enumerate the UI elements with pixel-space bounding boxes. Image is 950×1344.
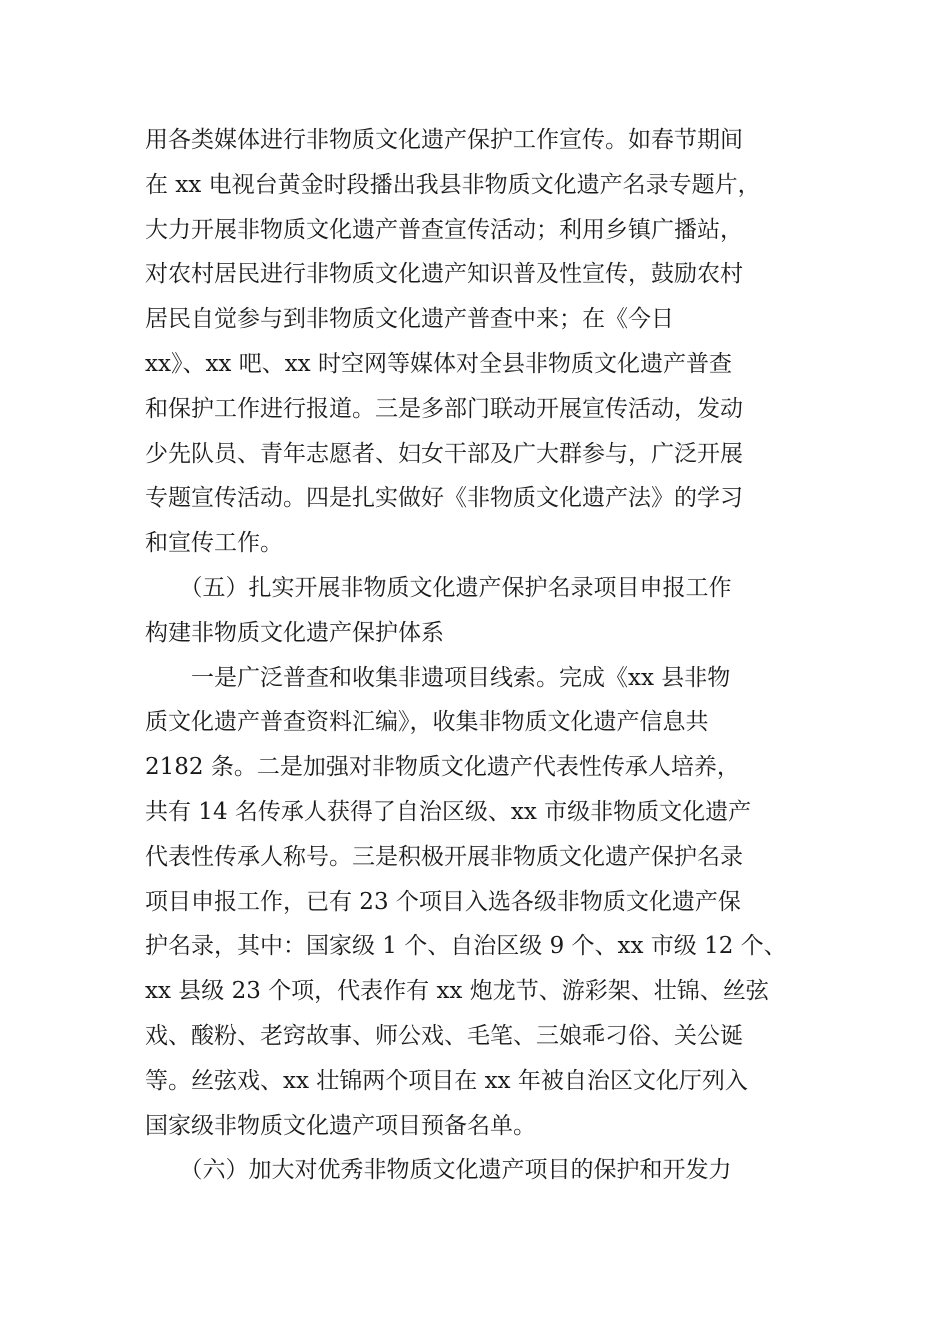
- text-line: 和宣传工作。: [145, 530, 283, 557]
- text-line: 对农村居民进行非物质文化遗产知识普及性宣传，鼓励农村: [145, 261, 743, 288]
- section-heading-6-line1: （六）加大对优秀非物质文化遗产项目的保护和开发力: [145, 1157, 732, 1184]
- text-line: xx》、xx 吧、xx 时空网等媒体对全县非物质文化遗产普查: [145, 350, 732, 377]
- text-line: xx 县级 23 个项，代表作有 xx 炮龙节、游彩架、壮锦、丝弦: [145, 978, 769, 1005]
- document-body: [145, 118, 825, 1193]
- text-line: 少先队员、青年志愿者、妇女干部及广大群参与，广泛开展: [145, 440, 743, 467]
- text-line: 和保护工作进行报道。三是多部门联动开展宣传活动，发动: [145, 395, 743, 422]
- section-heading-5-line2: 构建非物质文化遗产保护体系: [145, 619, 444, 646]
- text-line: 用各类媒体进行非物质文化遗产保护工作宣传。如春节期间: [145, 127, 743, 153]
- text-line: 项目申报工作，已有 23 个项目入选各级非物质文化遗产保: [145, 888, 741, 915]
- text-line: 代表性传承人称号。三是积极开展非物质文化遗产保护名录: [145, 843, 743, 870]
- text-line: 专题宣传活动。四是扎实做好《非物质文化遗产法》的学习: [145, 485, 743, 512]
- text-line: 居民自觉参与到非物质文化遗产普查中来；在《今日: [145, 306, 674, 333]
- text-line: 2182 条。二是加强对非物质文化遗产代表性传承人培养，: [145, 754, 740, 781]
- text-line: 国家级非物质文化遗产项目预备名单。: [145, 1112, 536, 1139]
- text-line: 一是广泛普查和收集非遗项目线索。完成《xx 县非物: [145, 664, 731, 691]
- text-line: 大力开展非物质文化遗产普查宣传活动；利用乡镇广播站，: [145, 216, 743, 243]
- text-line: 护名录，其中：国家级 1 个、自治区级 9 个、xx 市级 12 个、: [145, 933, 787, 960]
- text-line: 戏、酸粉、老窍故事、师公戏、毛笔、三娘乖刁俗、关公诞: [145, 1022, 743, 1049]
- text-line: 等。丝弦戏、xx 壮锦两个项目在 xx 年被自治区文化厅列入: [145, 1067, 748, 1094]
- text-line: 在 xx 电视台黄金时段播出我县非物质文化遗产名录专题片，: [145, 171, 761, 198]
- text-line: 质文化遗产普查资料汇编》，收集非物质文化遗产信息共: [145, 709, 709, 736]
- section-heading-5-line1: （五）扎实开展非物质文化遗产保护名录项目申报工作: [145, 574, 732, 601]
- text-line: 共有 14 名传承人获得了自治区级、xx 市级非物质文化遗产: [145, 798, 752, 825]
